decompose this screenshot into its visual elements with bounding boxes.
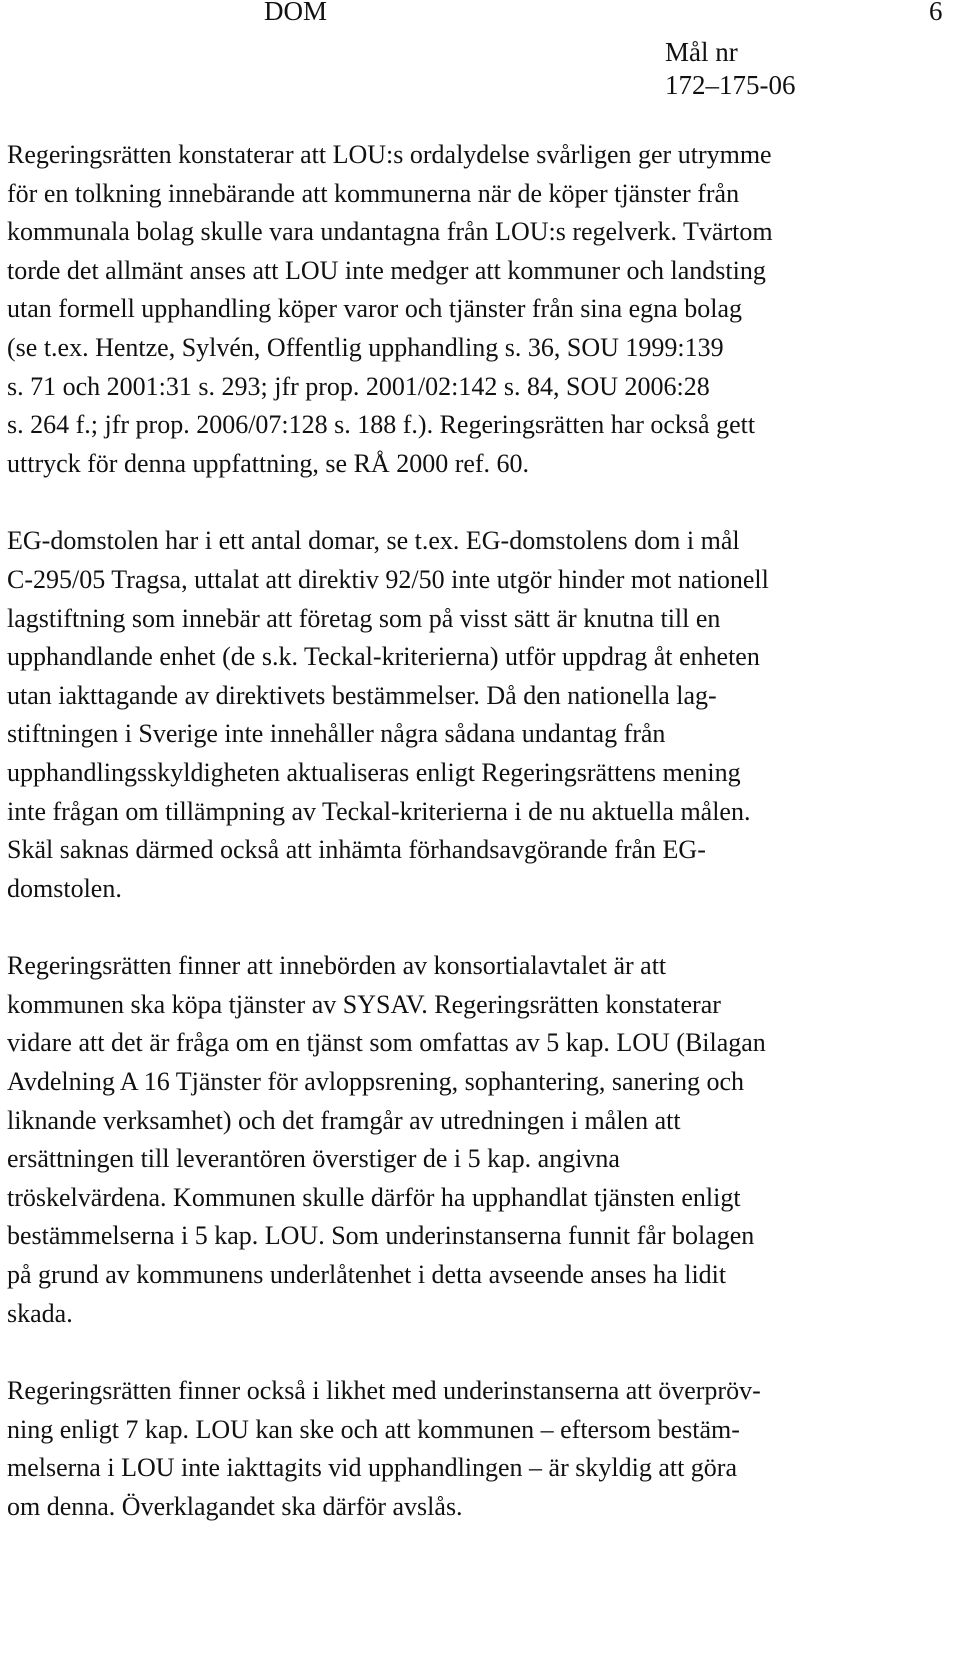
text-line: bestämmelserna i 5 kap. LOU. Som underinstanserna funnit får bolagen (7, 1221, 755, 1251)
page-number: 6 (929, 0, 943, 26)
text-line: Avdelning A 16 Tjänster för avloppsrening, sophantering, sanering och (7, 1067, 745, 1097)
document-type: DOM (264, 0, 328, 26)
paragraph-spacing (7, 1333, 927, 1372)
text-line: kommunala bolag skulle vara undantagna från LOU:s regelverk. Tvärtom (7, 217, 773, 247)
paragraph-4 (7, 1372, 927, 1526)
paragraph-3 (7, 947, 927, 1333)
paragraph-2 (7, 522, 927, 908)
text-line: skada. (7, 1298, 73, 1328)
text-line: vidare att det är fråga om en tjänst som omfattas av 5 kap. LOU (Bilagan (7, 1028, 766, 1058)
text-line: upphandlande enhet (de s.k. Teckal-kriterierna) utför uppdrag åt enheten (7, 642, 760, 672)
text-line: upphandlingsskyldigheten aktualiseras enligt Regeringsrättens mening (7, 757, 741, 787)
text-line: Regeringsrätten konstaterar att LOU:s ordalydelse svårligen ger utrymme (7, 140, 772, 169)
text-line: kommunen ska köpa tjänster av SYSAV. Regeringsrätten konstaterar (7, 989, 721, 1019)
text-line: lagstiftning som innebär att företag som på visst sätt är knutna till en (7, 603, 721, 633)
text-line: melserna i LOU inte iakttagits vid upphandlingen – är skyldig att göra (7, 1453, 738, 1483)
text-line: s. 264 f.; jfr prop. 2006/07:128 s. 188 f.). Regeringsrätten har också gett (7, 410, 756, 440)
text-line: ersättningen till leverantören överstiger de i 5 kap. angivna (7, 1144, 620, 1174)
text-line: s. 71 och 2001:31 s. 293; jfr prop. 2001/02:142 s. 84, SOU 2006:28 (7, 371, 710, 401)
case-number-block (665, 36, 796, 102)
text-line: Skäl saknas därmed också att inhämta förhandsavgörande från EG- (7, 835, 706, 865)
case-label: Mål nr (665, 37, 738, 67)
text-line: C-295/05 Tragsa, uttalat att direktiv 92/50 inte utgör hinder mot nationell (7, 564, 769, 594)
text-line: Regeringsrätten finner att innebörden av konsortialavtalet är att (7, 951, 667, 981)
text-line: utan iakttagande av direktivets bestämmelser. Då den nationella lag- (7, 680, 717, 710)
text-line: om denna. Överklagandet ska därför avslås. (7, 1492, 463, 1521)
text-line: EG-domstolen har i ett antal domar, se t.ex. EG-domstolens dom i mål (7, 526, 740, 556)
text-line: tröskelvärdena. Kommunen skulle därför ha upphandlat tjänsten enligt (7, 1182, 741, 1212)
document-body (7, 136, 927, 1527)
text-line: ning enligt 7 kap. LOU kan ske och att kommunen – eftersom bestäm- (7, 1414, 740, 1444)
paragraph-1 (7, 136, 927, 483)
text-line: liknande verksamhet) och det framgår av utredningen i målen att (7, 1105, 681, 1135)
text-line: Regeringsrätten finner också i likhet med underinstanserna att överpröv- (7, 1376, 761, 1406)
case-numbers: 172–175-06 (665, 70, 796, 100)
text-line: inte frågan om tillämpning av Teckal-kriterierna i de nu aktuella målen. (7, 796, 751, 826)
paragraph-spacing (7, 908, 927, 947)
paragraph-spacing (7, 483, 927, 522)
text-line: uttryck för denna uppfattning, se RÅ 2000 ref. 60. (7, 448, 530, 478)
text-line: för en tolkning innebärande att kommunerna när de köper tjänster från (7, 178, 740, 208)
text-line: (se t.ex. Hentze, Sylvén, Offentlig upphandling s. 36, SOU 1999:139 (7, 332, 724, 362)
text-line: domstolen. (7, 873, 122, 903)
text-line: stiftningen i Sverige inte innehåller några sådana undantag från (7, 719, 666, 749)
text-line: på grund av kommunens underlåtenhet i detta avseende anses ha lidit (7, 1260, 727, 1290)
text-line: utan formell upphandling köper varor och tjänster från sina egna bolag (7, 294, 742, 324)
text-line: torde det allmänt anses att LOU inte medger att kommuner och landsting (7, 255, 766, 285)
